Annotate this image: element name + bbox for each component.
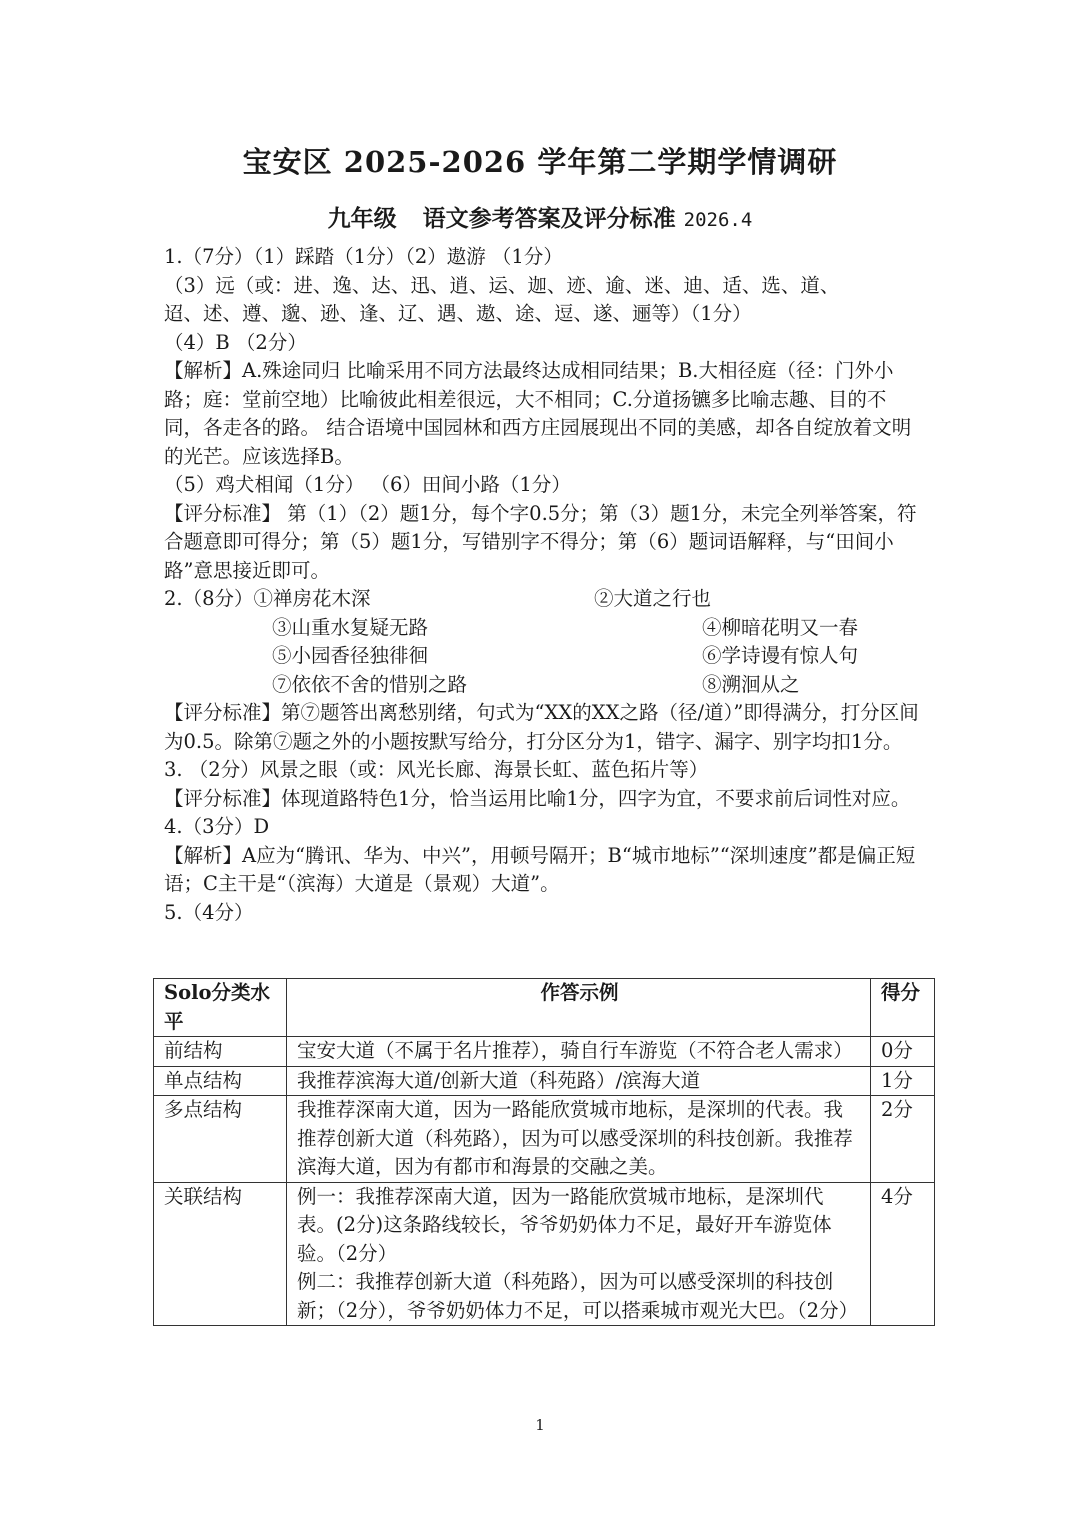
table-cell-level: 单点结构 — [154, 1066, 287, 1096]
page-number: 1 — [535, 1416, 545, 1434]
example-two: 例二：我推荐创新大道（科苑路），因为可以感受深圳的科技创新；（2分），爷爷奶奶体力不足，可以搭乘城市观光大巴。（2分） — [297, 1270, 859, 1322]
table-cell-score: 1分 — [871, 1066, 935, 1096]
answer-body — [164, 243, 924, 927]
q2-item: ③山重水复疑无路 — [272, 615, 429, 639]
document-title: 宝安区 2025-2026 学年第二学期学情调研 — [242, 145, 838, 179]
table-row — [154, 1066, 935, 1096]
grade-label: 九年级 — [327, 205, 397, 232]
q1-line4: （4）B （2分） — [164, 330, 307, 354]
table-cell-score: 0分 — [871, 1037, 935, 1067]
q2-item: ④柳暗花明又一春 — [702, 615, 859, 639]
exam-date: 2026.4 — [683, 209, 753, 231]
q1-line5: （5）鸡犬相闻（1分） （6）田间小路（1分） — [164, 473, 571, 496]
q1-line1: 1.（7分）（1）踩踏（1分）（2）遨游 （1分） — [164, 245, 563, 268]
q1-line2: （3）远（或：进、逸、达、迅、逍、运、迦、迹、逾、迷、迪、适、选、道、 — [164, 273, 840, 297]
table-cell-example: 宝安大道（不属于名片推荐），骑自行车游览（不符合老人需求） — [287, 1037, 871, 1067]
table-cell-score: 2分 — [871, 1096, 935, 1183]
table-header-level: Solo分类水平 — [154, 979, 287, 1037]
q4-analysis: 【解析】A应为“腾讯、华为、中兴”，用顿号隔开；B“城市地标”“深圳速度”都是偏正短语；C主干是“（滨海）大道是（景观）大道”。 — [164, 843, 916, 895]
table-cell-level: 前结构 — [154, 1037, 287, 1067]
example-one: 例一：我推荐深南大道，因为一路能欣赏城市地标，是深圳代表。(2分)这条路线较长，爷爷奶奶体力不足，最好开车游览体验。（2分） — [297, 1184, 832, 1265]
q4-answer: 4.（3分）D — [164, 815, 270, 838]
q2-row-4 — [164, 671, 924, 700]
q1-scoring: 【评分标准】 第（1）（2）题1分，每个字0.5分；第（3）题1分，未完全列举答案，符合题意即可得分；第（5）题1分，写错别字不得分；第（6）题词语解释，与“田间小路”意思接近即可。 — [164, 501, 917, 582]
q2-row-3 — [164, 642, 924, 671]
q2-item: ⑦依依不舍的惜别之路 — [272, 672, 468, 696]
q2-row-1 — [164, 585, 924, 614]
q5-label: 5.（4分） — [164, 900, 254, 924]
q3-answer: 3. （2分）风景之眼（或：风光长廊、海景长虹、蓝色拓片等） — [164, 758, 709, 781]
q3-scoring: 【评分标准】体现道路特色1分，恰当运用比喻1分，四字为宜，不要求前后词性对应。 — [164, 786, 911, 810]
q2-item: ⑤小园香径独徘徊 — [272, 644, 429, 667]
table-header-example: 作答示例 — [287, 979, 871, 1037]
table-row — [154, 1182, 935, 1326]
subtitle-main: 语文参考答案及评分标准 — [422, 205, 676, 232]
table-cell-example: 我推荐滨海大道/创新大道（科苑路）/滨海大道 — [287, 1066, 871, 1096]
table-cell-example: 我推荐深南大道，因为一路能欣赏城市地标，是深圳的代表。我推荐创新大道（科苑路），因为可以感受深圳的科技创新。我推荐滨海大道，因为有都市和海景的交融之美。 — [287, 1096, 871, 1183]
q1-analysis: 【解析】A.殊途同归 比喻采用不同方法最终达成相同结果；B.大相径庭（径：门外小路；庭：堂前空地）比喻彼此相差很远，大不相同；C.分道扬镳多比喻志趣、目的不同，各走各的路。 结合语境中国园林和西方庄园展现出不同的美感，却各自绽放着文明的光芒。应该选择B。 — [164, 359, 912, 468]
table-row — [154, 1037, 935, 1067]
table-cell-level: 多点结构 — [154, 1096, 287, 1183]
table-row — [154, 1096, 935, 1183]
table-cell-level: 关联结构 — [154, 1182, 287, 1326]
q2-item: ②大道之行也 — [594, 587, 712, 610]
q2-row-2 — [164, 614, 924, 643]
solo-scoring-table — [153, 978, 935, 1326]
q2-item: ⑥学诗谩有惊人句 — [702, 644, 859, 667]
q2-item: ①禅房花木深 — [253, 587, 371, 610]
q2-prefix: 2.（8分） — [164, 587, 254, 610]
table-header-row — [154, 979, 935, 1037]
q2-item: ⑧溯洄从之 — [702, 672, 800, 696]
q1-line3: 迢、述、遵、邈、逊、逢、辽、遇、遨、途、逗、遂、逦等）（1分） — [164, 302, 752, 325]
document-subtitle — [0, 200, 1080, 233]
table-header-score: 得分 — [871, 979, 935, 1037]
q2-scoring: 【评分标准】第⑦题答出离愁别绪，句式为“XX的XX之路（径/道）”即得满分，打分区间为0.5。除第⑦题之外的小题按默写给分，打分区分为1，错字、漏字、别字均扣1分。 — [164, 701, 919, 753]
table-cell-example — [287, 1182, 871, 1326]
table-cell-score: 4分 — [871, 1182, 935, 1326]
